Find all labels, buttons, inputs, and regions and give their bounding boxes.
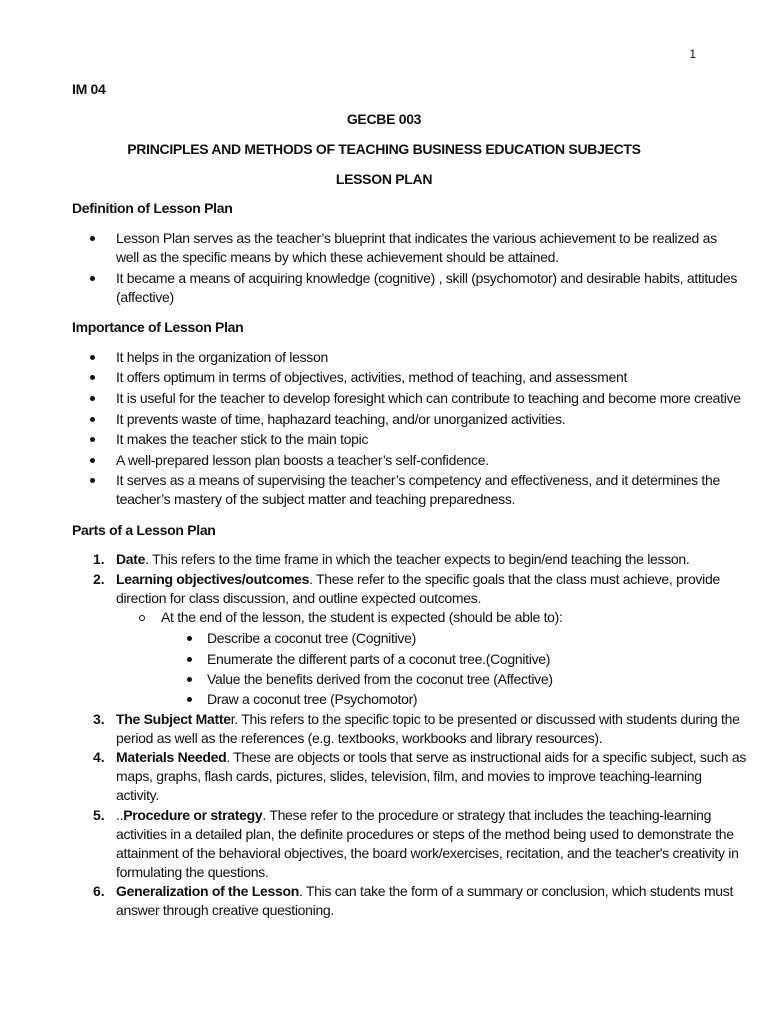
part-number: 4. bbox=[93, 749, 105, 765]
bullet-icon bbox=[187, 650, 195, 669]
part-5-line-2: activities in a detailed plan, the definite procedures or steps of the method being used to demonstrate the bbox=[116, 826, 734, 842]
bullet-icon bbox=[90, 471, 98, 490]
course-title: PRINCIPLES AND METHODS OF TEACHING BUSINESS EDUCATION SUBJECTS bbox=[127, 141, 641, 157]
part-6-line-1: Generalization of the Lesson. This can take the form of a summary or conclusion, which students must bbox=[116, 883, 734, 899]
circle-bullet-icon bbox=[139, 608, 147, 627]
bullet-icon bbox=[90, 269, 98, 288]
part-1-line-1: Date. This refers to the time frame in which the teacher expects to begin/end teaching the lesson. bbox=[116, 551, 690, 567]
bullet-icon bbox=[90, 451, 98, 470]
bullet-icon bbox=[187, 670, 195, 689]
objective-item: Draw a coconut tree (Psychomotor) bbox=[207, 691, 418, 707]
part-4-line-1: Materials Needed. These are objects or tools that serve as instructional aids for a specific subject, such as bbox=[116, 749, 747, 765]
importance-item: It serves as a means of supervising the teacher’s competency and effectiveness, and it determines the bbox=[116, 472, 720, 488]
importance-item: It is useful for the teacher to develop foresight which can contribute to teaching and become more creative bbox=[116, 390, 741, 406]
objective-item: Value the benefits derived from the coconut tree (Affective) bbox=[207, 671, 553, 687]
bullet-icon bbox=[90, 348, 98, 367]
part-5-line-3: attainment of the behavioral objectives, the board work/exercises, recitation, and the teacher's creativity in bbox=[116, 845, 739, 861]
objectives-intro: At the end of the lesson, the student is expected (should be able to): bbox=[161, 609, 563, 625]
importance-item: It prevents waste of time, haphazard teaching, and/or unorganized activities. bbox=[116, 411, 566, 427]
bullet-icon bbox=[187, 690, 195, 709]
part-2-line-1: Learning objectives/outcomes. These refer to the specific goals that the class must achieve, provide bbox=[116, 571, 720, 587]
part-6-line-2: answer through creative questioning. bbox=[116, 902, 335, 918]
definition-item-1-line-2: well as the specific means by which these achievement should be attained. bbox=[116, 249, 559, 265]
parts-heading: Parts of a Lesson Plan bbox=[72, 522, 216, 538]
definition-item-2-line-2: (affective) bbox=[116, 289, 174, 305]
part-number: 5. bbox=[93, 807, 105, 823]
part-2-line-2: direction for class discussion, and outline expected outcomes. bbox=[116, 590, 482, 606]
importance-heading: Importance of Lesson Plan bbox=[72, 319, 244, 335]
part-4-line-2: maps, graphs, flash cards, pictures, slides, television, film, and movies to improve teaching-learning bbox=[116, 768, 702, 784]
definition-item-2-line-1: It became a means of acquiring knowledge (cognitive) , skill (psychomotor) and desirable habits, attitudes bbox=[116, 270, 738, 286]
part-number: 2. bbox=[93, 571, 105, 587]
module-code: IM 04 bbox=[72, 81, 106, 97]
importance-item: It offers optimum in terms of objectives, activities, method of teaching, and assessment bbox=[116, 369, 628, 385]
bullet-icon bbox=[90, 229, 98, 248]
bullet-icon bbox=[90, 389, 98, 408]
bullet-icon bbox=[90, 430, 98, 449]
objective-item: Describe a coconut tree (Cognitive) bbox=[207, 630, 416, 646]
doc-title: LESSON PLAN bbox=[335, 171, 433, 187]
part-5-line-4: formulating the questions. bbox=[116, 864, 269, 880]
part-3-line-1: The Subject Matter. This refers to the specific topic to be presented or discussed with students during the bbox=[116, 711, 740, 727]
part-3-line-2: period as well as the references (e.g. textbooks, workbooks and library resources). bbox=[116, 730, 603, 746]
part-number: 3. bbox=[93, 711, 105, 727]
part-number: 1. bbox=[93, 551, 105, 567]
part-5-line-1: ..Procedure or strategy. These refer to the procedure or strategy that includes the teaching-learning bbox=[116, 807, 712, 823]
definition-item-1-line-1: Lesson Plan serves as the teacher’s blueprint that indicates the various achievement to be realized as bbox=[116, 230, 717, 246]
course-code: GECBE 003 bbox=[346, 111, 422, 127]
importance-item: A well-prepared lesson plan boosts a teacher’s self-confidence. bbox=[116, 452, 489, 468]
bullet-icon bbox=[90, 368, 98, 387]
bullet-icon bbox=[90, 410, 98, 429]
page-number: 1 bbox=[689, 47, 696, 61]
importance-item: It helps in the organization of lesson bbox=[116, 349, 328, 365]
importance-item: It makes the teacher stick to the main topic bbox=[116, 431, 369, 447]
objective-item: Enumerate the different parts of a coconut tree.(Cognitive) bbox=[207, 651, 551, 667]
bullet-icon bbox=[187, 629, 195, 648]
part-4-line-3: activity. bbox=[116, 787, 159, 803]
importance-item-cont: teacher’s mastery of the subject matter and teaching preparedness. bbox=[116, 491, 516, 507]
definition-heading: Definition of Lesson Plan bbox=[72, 200, 233, 216]
part-number: 6. bbox=[93, 883, 105, 899]
